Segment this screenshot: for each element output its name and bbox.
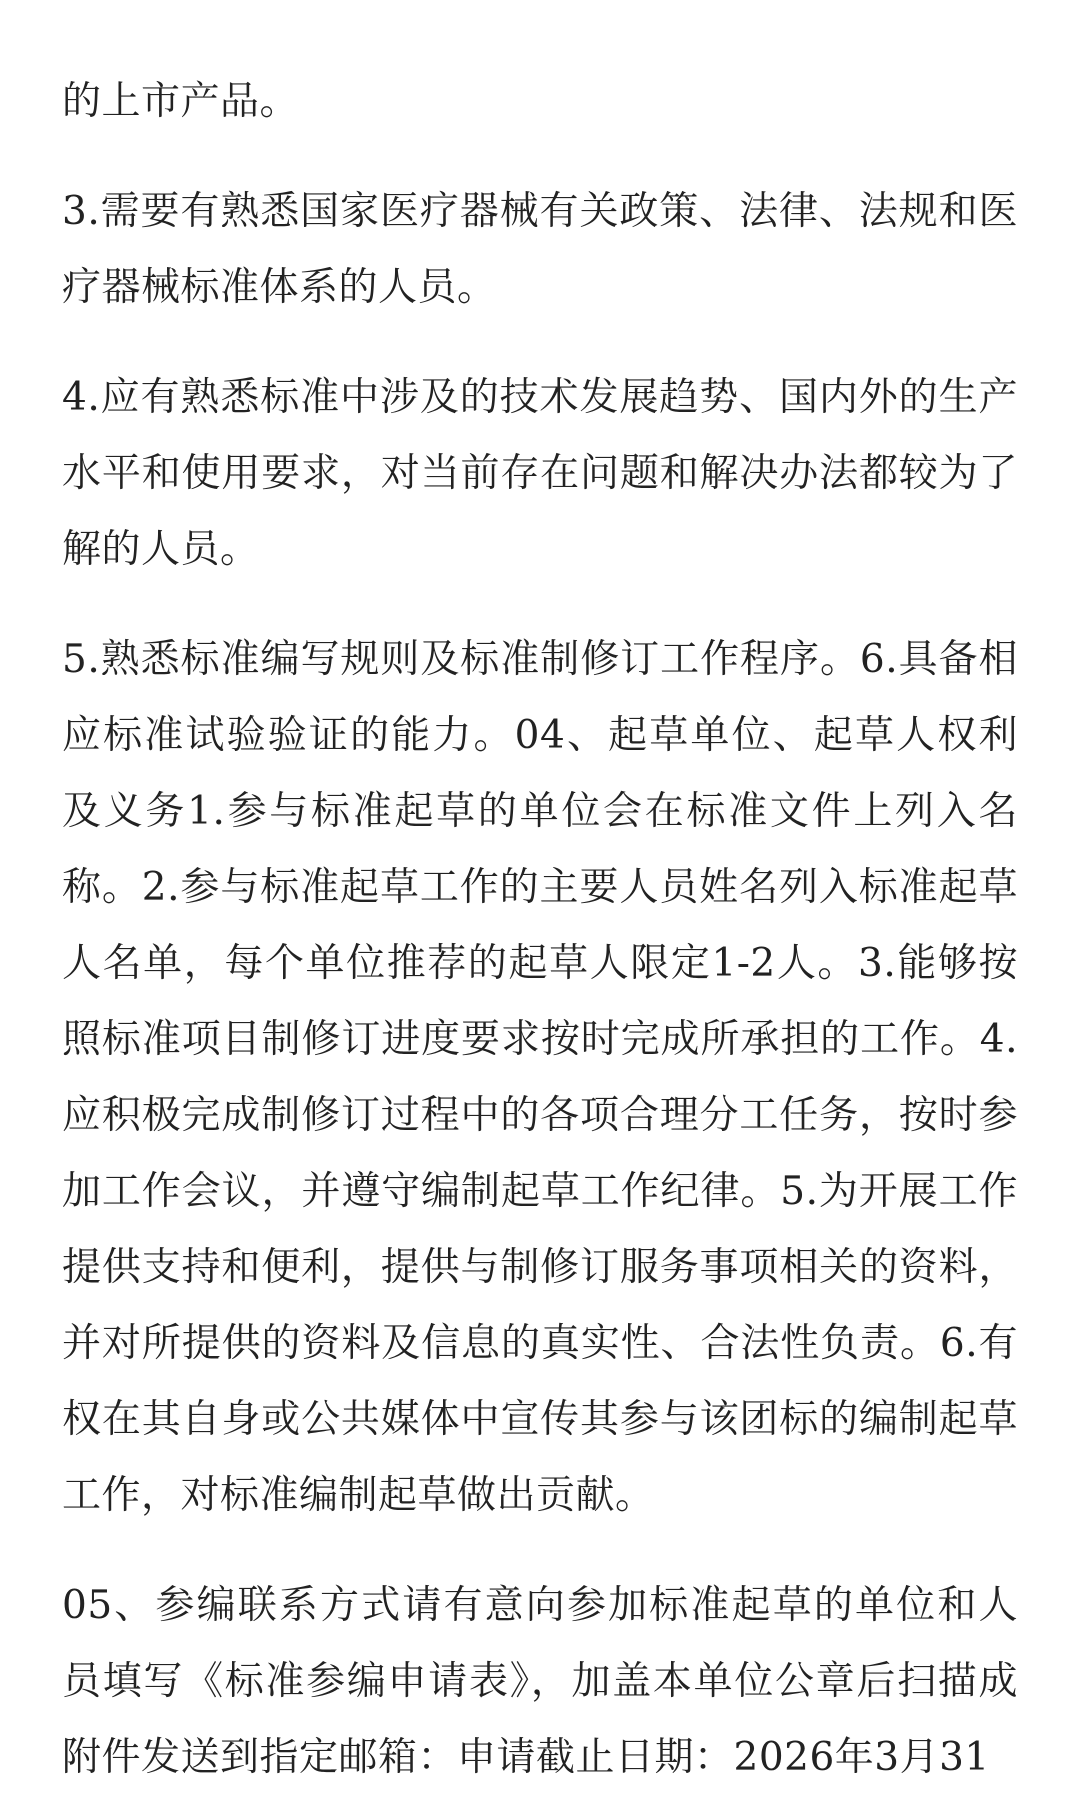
paragraph-rights-obligations: 5.熟悉标准编写规则及标准制修订工作程序。6.具备相应标准试验验证的能力。04、起草单位、起草人权利及义务1.参与标准起草的单位会在标准文件上列入名称。2.参与标准起草工作的主要人员姓名列入标准起草人名单，每个单位推荐的起草人限定1-2人。3.能够按照标准项目制修订进度要求按时完成所承担的工作。4.应积极完成制修订过程中的各项合理分工任务，按时参加工作会议，并遵守编制起草工作纪律。5.为开展工作提供支持和便利，提供与制修订服务事项相关的资料，并对所提供的资料及信息的真实性、合法性负责。6.有权在其自身或公共媒体中宣传其参与该团标的编制起草工作，对标准编制起草做出贡献。 (62, 637, 1018, 1518)
paragraph-contact-info: 05、参编联系方式请有意向参加标准起草的单位和人员填写《标准参编申请表》，加盖本单位公章后扫描成附件发送到指定邮箱：申请截止日期：2026年3月31 (62, 1583, 1018, 1780)
paragraph-requirement-3: 3.需要有熟悉国家医疗器械有关政策、法律、法规和医疗器械标准体系的人员。 (62, 189, 1018, 310)
paragraph-intro-tail: 的上市产品。 (62, 79, 300, 124)
paragraph-requirement-4: 4.应有熟悉标准中涉及的技术发展趋势、国内外的生产水平和使用要求，对当前存在问题和解决办法都较为了解的人员。 (62, 375, 1018, 572)
